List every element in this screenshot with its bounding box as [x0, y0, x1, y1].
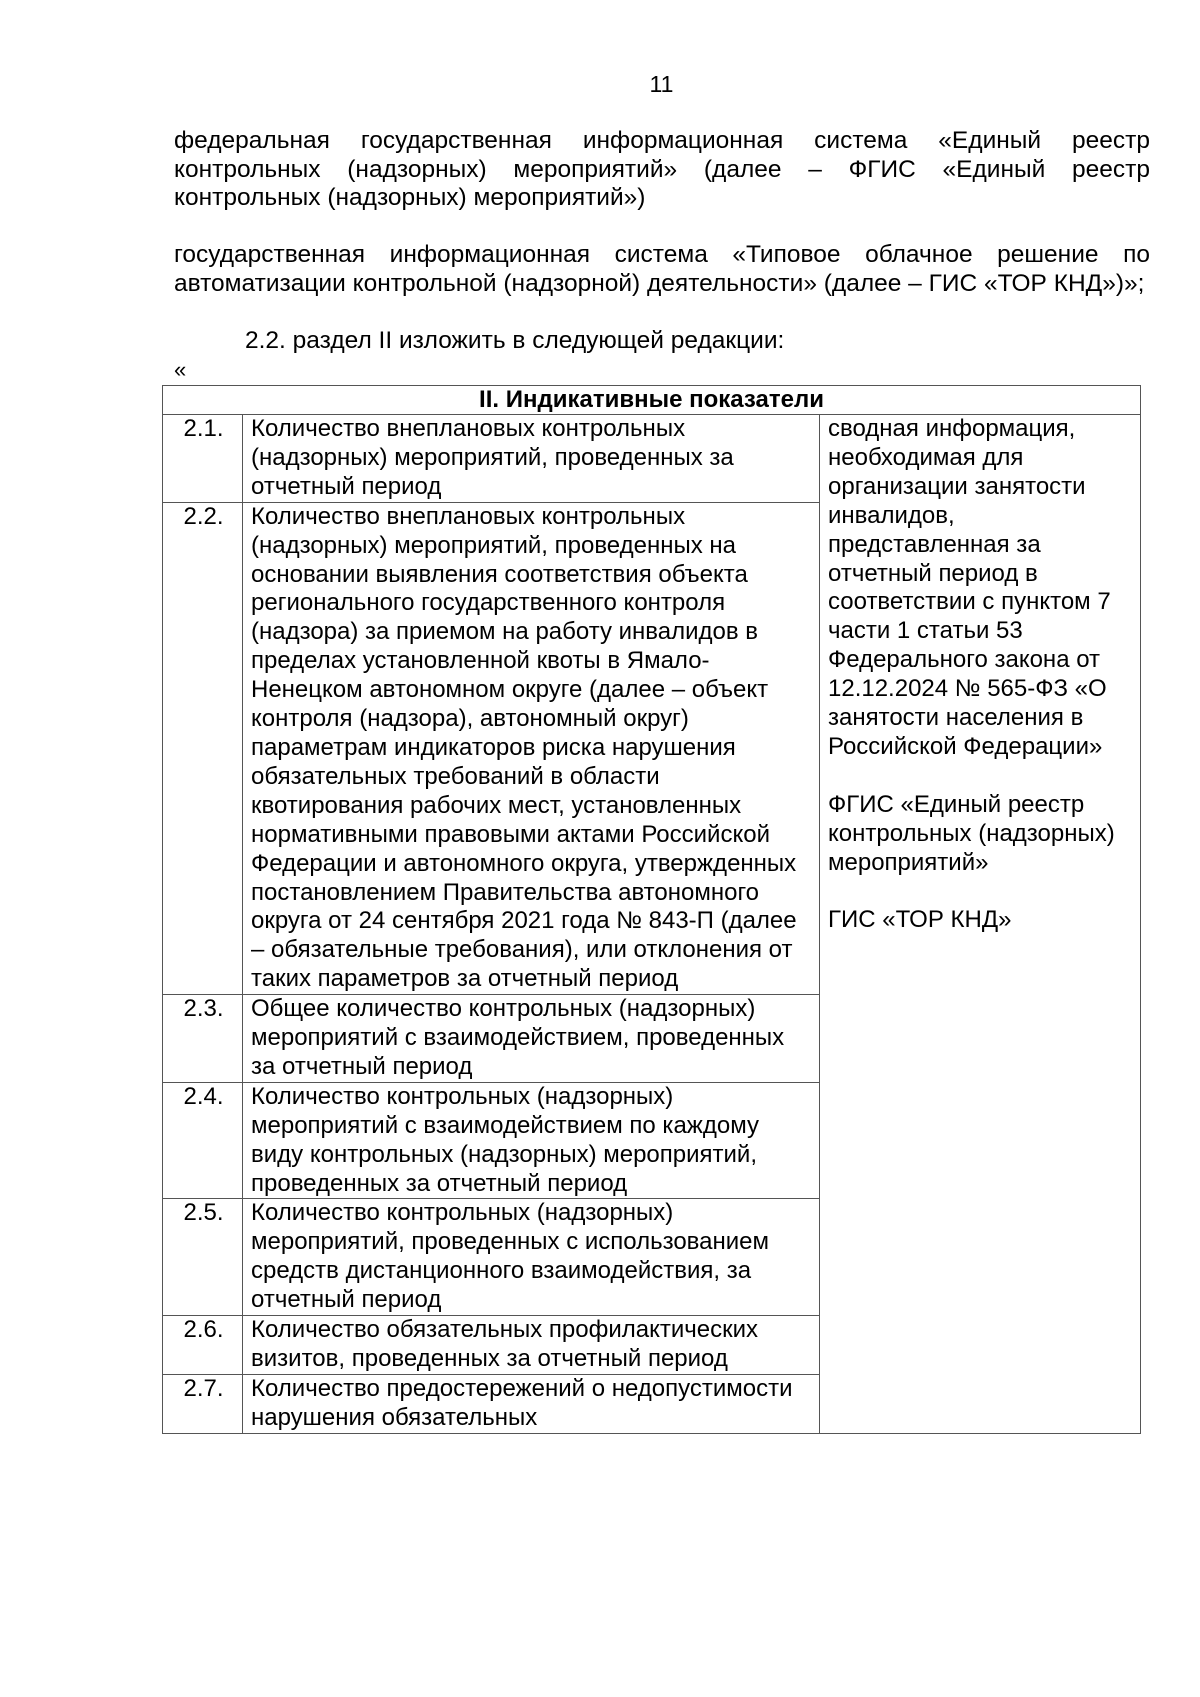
row-description: Общее количество контрольных (надзорных) мероприятий с взаимодействием, проведенных за отчетный период	[243, 995, 820, 1083]
opening-quote: «	[174, 357, 187, 382]
row-description: Количество контрольных (надзорных) мероприятий с взаимодействием по каждому виду контрольных (надзорных) мероприятий, проведенных за отчетный период	[243, 1082, 820, 1199]
source-fgis: ФГИС «Единый реестр контрольных (надзорных) мероприятий»	[828, 790, 1115, 876]
paragraph-gis-tor-knd: государственная информационная система «Типовое облачное решение по автоматизации контрольной (надзорной) деятельности» (далее – ГИС «ТОР КНД»)»;	[174, 241, 1150, 297]
paragraph-section-edit: 2.2. раздел II изложить в следующей редакции:	[245, 327, 785, 354]
row-number: 2.1.	[163, 415, 243, 503]
source-cell	[820, 415, 1141, 1434]
section-title: II. Индикативные показатели	[163, 386, 1141, 415]
row-description: Количество внеплановых контрольных (надзорных) мероприятий, проведенных за отчетный период	[243, 415, 820, 503]
paragraph-fgis: федеральная государственная информационная система «Единый реестр контрольных (надзорных) мероприятий» (далее – ФГИС «Единый реестр контрольных (надзорных) мероприятий»)	[174, 127, 1150, 211]
row-number: 2.4.	[163, 1082, 243, 1199]
row-description: Количество внеплановых контрольных (надзорных) мероприятий, проведенных на основании выявления соответствия объекта регионального государственного контроля (надзора) за приемом на работу инвалидов в пределах установленной квоты в Ямало-Ненецком автономном округе (далее – объект контроля (надзора), автономный округ) параметрам индикаторов риска нарушения обязательных требований в области квотирования рабочих мест, установленных нормативными правовыми актами Российской Федерации и автономного округа, утвержденных постановлением Правительства автономного округа от 24 сентября 2021 года № 843-П (далее – обязательные требования), или отклонения от таких параметров за отчетный период	[243, 502, 820, 994]
page-number: 11	[649, 71, 674, 97]
row-description: Количество обязательных профилактических визитов, проведенных за отчетный период	[243, 1316, 820, 1375]
table-header-row	[163, 386, 1141, 415]
source-gis-tor-knd: ГИС «ТОР КНД»	[828, 906, 1012, 934]
row-number: 2.3.	[163, 995, 243, 1083]
row-number: 2.7.	[163, 1374, 243, 1433]
row-number: 2.5.	[163, 1199, 243, 1316]
row-number: 2.2.	[163, 502, 243, 994]
indicators-table	[162, 385, 1141, 1434]
source-summary-info: сводная информация, необходимая для организации занятости инвалидов, представленная за отчетный период в соответствии с пунктом 7 части 1 статьи 53 Федерального закона от 12.12.2024 № 565-ФЗ «О занятости населения в Российской Федерации»	[828, 415, 1111, 760]
table-row	[163, 415, 1141, 503]
row-description: Количество предостережений о недопустимости нарушения обязательных	[243, 1374, 820, 1433]
row-description: Количество контрольных (надзорных) мероприятий, проведенных с использованием средств дистанционного взаимодействия, за отчетный период	[243, 1199, 820, 1316]
row-number: 2.6.	[163, 1316, 243, 1375]
